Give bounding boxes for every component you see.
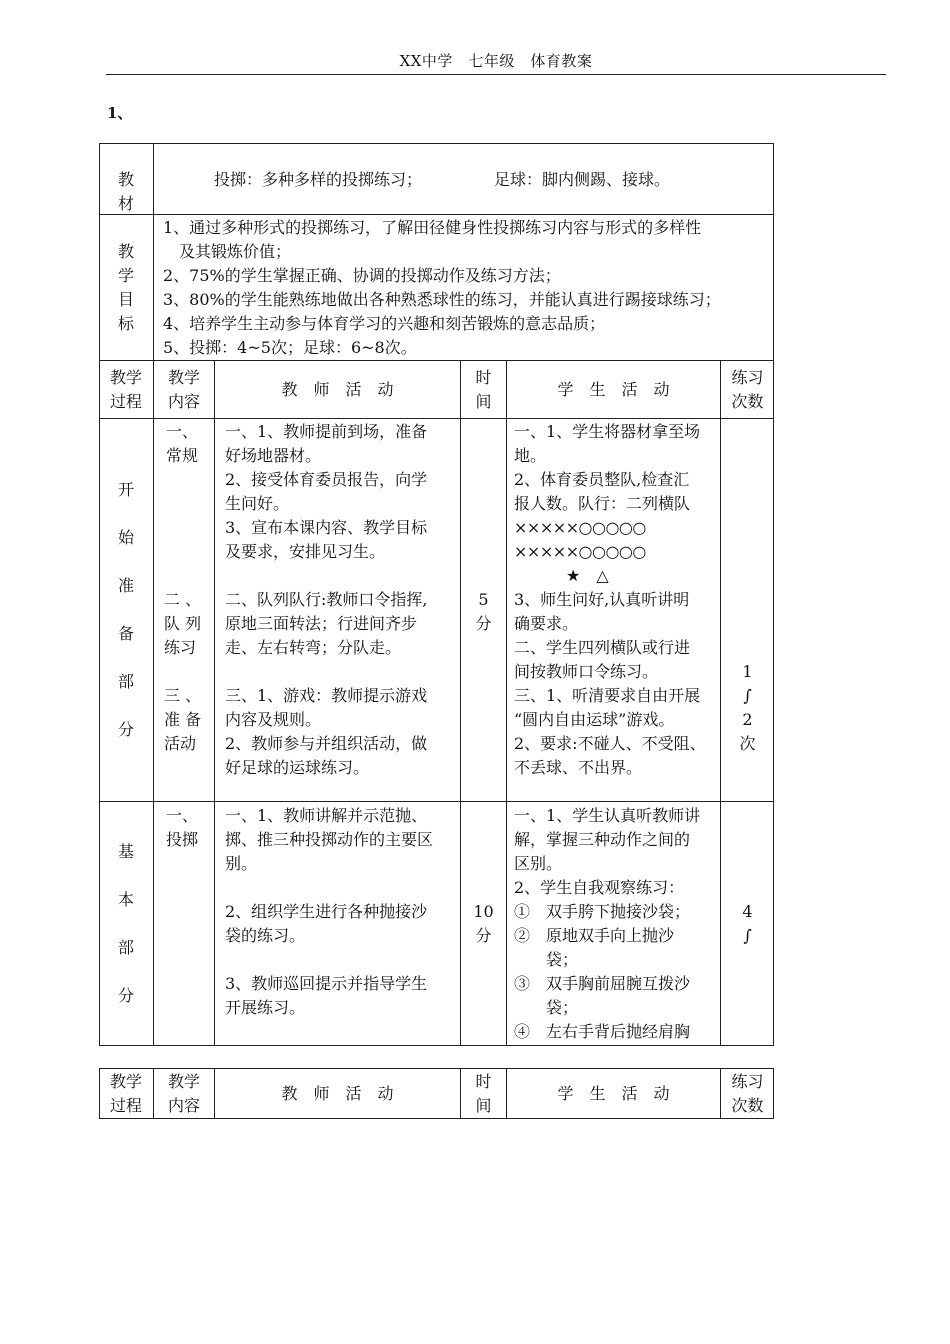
student-activity-2: 3、师生问好,认真听讲明 确要求。 二、学生四列横队或行进 间按教师口令练习。 三、1、听清要求自由开展 “圆内自由运球”游戏。 2、要求:不碰人、不受阻、 不丢球、不出界。 [514, 590, 706, 777]
process-char: 本 [117, 890, 134, 909]
header-student: 学 生 活 动 [557, 1084, 670, 1103]
header-divider [106, 74, 886, 75]
header-count: 练习 次数 [731, 368, 764, 411]
objective-line: 2、75%的学生掌握正确、协调的投掷动作及练习方法； [163, 266, 561, 285]
header-content: 教学 内容 [167, 1072, 200, 1115]
row-divider [99, 418, 774, 419]
count-start: 1 ∫ 2 次 [739, 662, 756, 753]
header-teacher: 教 师 活 动 [281, 1084, 394, 1103]
header-time: 时 间 [475, 368, 492, 411]
teacher-activity-2: 二、队列队行:教师口令指挥, 原地三面转法；行进间齐步 走、左右转弯；分队走。 [225, 590, 428, 657]
col-divider [214, 360, 215, 1046]
formation-row: ×××××○○○○○ [514, 518, 646, 537]
teacher-activity-basic-3: 3、教师巡回提示并指导学生 开展练习。 [225, 974, 428, 1017]
student-activity-1: 一、1、学生将器材拿至场 地。 2、体育委员整队,检查汇 报人数。队行：二列横队 [514, 422, 701, 513]
document-header: XX中学 七年级 体育教案 [399, 52, 593, 70]
material-content: 投掷：多种多样的投掷练习； 足球：脚内侧踢、接球。 [214, 170, 671, 189]
process-char: 准 [117, 576, 134, 595]
process-char: 基 [117, 842, 134, 861]
teacher-activity-1: 一、1、教师提前到场，准备 好场地器材。 2、接受体育委员报告，向学 生问好。 3、宣布本课内容、教学目标 及要求，安排见习生。 [225, 422, 428, 561]
row-divider [99, 214, 774, 215]
material-label: 教 材 [117, 170, 134, 213]
row-divider [99, 360, 774, 361]
content-routine: 一、 常规 [166, 422, 199, 465]
objective-line: 3、80%的学生能熟练地做出各种熟悉球性的练习，并能认真进行踢接球练习； [163, 290, 721, 309]
student-activity-basic: 一、1、学生认真听教师讲 解，掌握三种动作之间的 区别。 2、学生自我观察练习： ① 双手胯下抛接沙袋； ② 原地双手向上抛沙 袋； ③ 双手胸前屈腕互拨沙 袋； ④ 左右手背后抛经肩胸 [514, 806, 701, 1041]
objective-line: 5、投掷：4~5次；足球：6~8次。 [163, 338, 417, 357]
col-divider [153, 143, 154, 1046]
time-start: 5 分 [475, 590, 492, 633]
header-count: 练习 次数 [731, 1072, 764, 1115]
header-process: 教学 过程 [109, 368, 142, 411]
process-char: 分 [117, 986, 134, 1005]
header-process: 教学 过程 [109, 1072, 142, 1115]
content-formation: 二 、 队 列 练习 [164, 590, 202, 657]
formation-symbols: ★ △ [566, 566, 609, 585]
process-char: 部 [117, 938, 134, 957]
teacher-activity-3: 三、1、游戏：教师提示游戏 内容及规则。 2、教师参与并组织活动，做 好足球的运球练习。 [225, 686, 428, 777]
header-content: 教学 内容 [167, 368, 200, 411]
objective-line: 1、通过多种形式的投掷练习，了解田径健身性投掷练习内容与形式的多样性 [163, 218, 702, 237]
process-char: 开 [117, 480, 134, 499]
section-number: 1、 [107, 104, 133, 122]
content-warmup: 三 、 准 备 活动 [164, 686, 202, 753]
formation-row: ×××××○○○○○ [514, 542, 646, 561]
objective-line: 及其锻炼价值； [163, 242, 292, 261]
time-basic: 10 分 [473, 902, 494, 945]
header-student: 学 生 活 动 [557, 380, 670, 399]
objectives-label: 教 学 目 标 [117, 242, 134, 333]
process-char: 备 [117, 624, 134, 643]
count-basic: 4 ∫ [742, 902, 753, 945]
teacher-activity-basic-1: 一、1、教师讲解并示范抛、 掷、推三种投掷动作的主要区 别。 [225, 806, 434, 873]
content-throwing: 一、 投掷 [166, 806, 199, 849]
header-time: 时 间 [475, 1072, 492, 1115]
col-divider [506, 360, 507, 1046]
process-char: 分 [117, 720, 134, 739]
objective-line: 4、培养学生主动参与体育学习的兴趣和刻苦锻炼的意志品质； [163, 314, 606, 333]
process-char: 部 [117, 672, 134, 691]
teacher-activity-basic-2: 2、组织学生进行各种抛接沙 袋的练习。 [225, 902, 428, 945]
header-teacher: 教 师 活 动 [281, 380, 394, 399]
process-char: 始 [117, 528, 134, 547]
row-divider [99, 801, 774, 802]
